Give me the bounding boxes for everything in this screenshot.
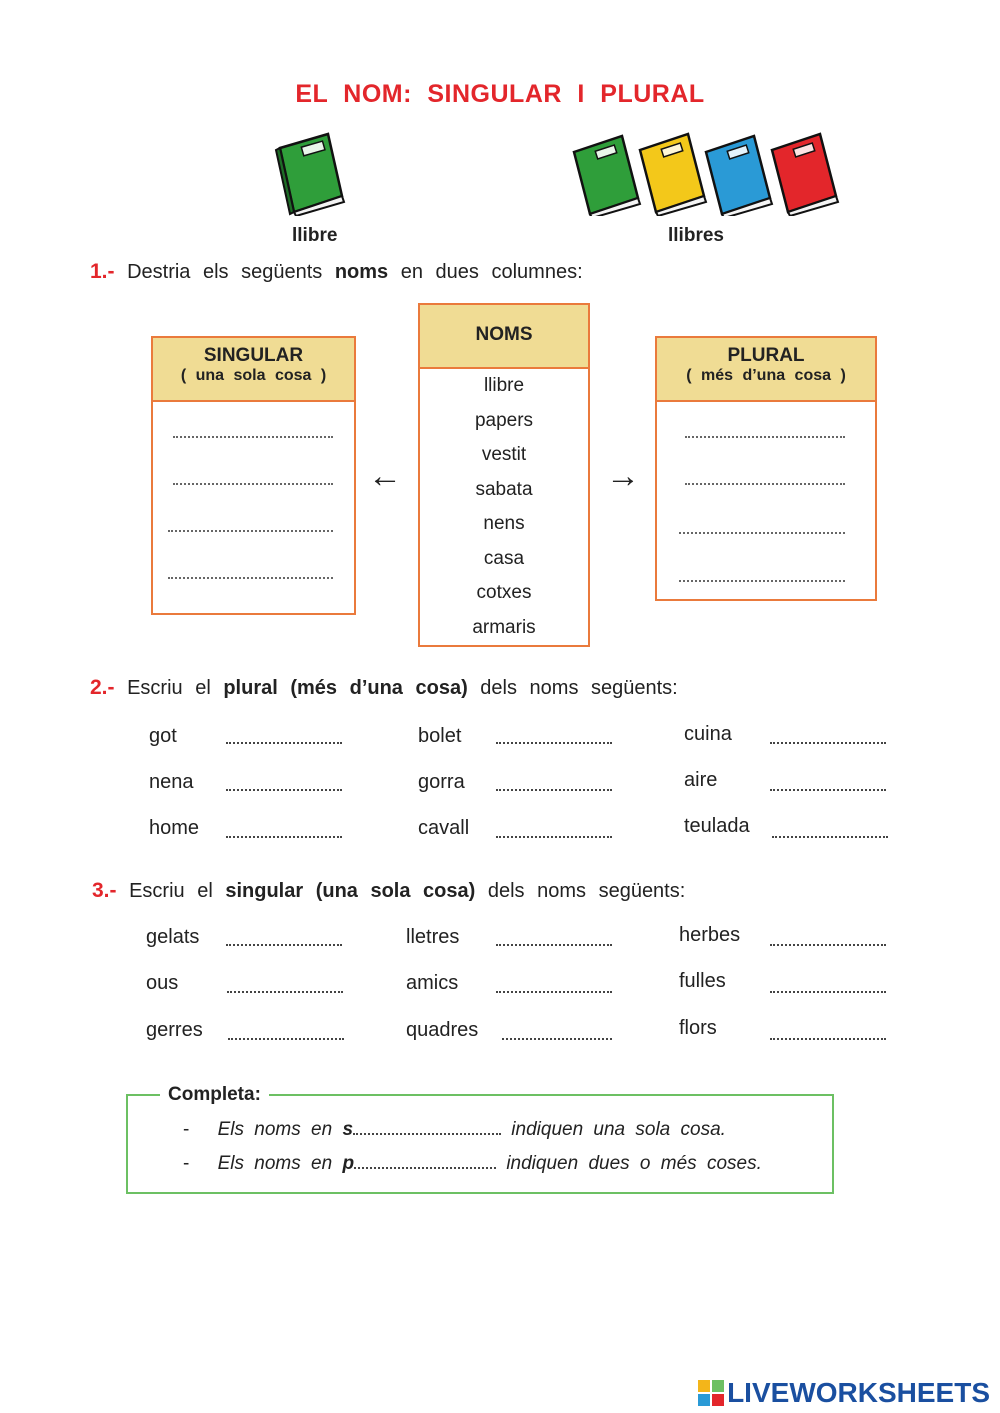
plural-column-header (657, 338, 875, 402)
noms-list-item[interactable]: casa (483, 547, 525, 569)
section-3-number: 3.- (92, 879, 117, 902)
noms-column-header (420, 305, 588, 369)
plural-exercise-blank[interactable] (496, 742, 612, 744)
singular-subtitle: ( una sola cosa ) (180, 367, 327, 384)
completa-box (126, 1094, 834, 1194)
plural-answer-blank[interactable] (679, 532, 845, 534)
completa-line-1-before: Els noms en (217, 1119, 333, 1140)
singular-exercise-word: ous (146, 972, 179, 994)
singular-column-header (153, 338, 354, 402)
noms-list-item[interactable]: cotxes (476, 582, 532, 603)
section-3-text-after: dels noms següents: (487, 880, 686, 902)
singular-exercise-blank[interactable] (770, 991, 886, 993)
plural-exercise-blank[interactable] (770, 789, 886, 791)
yellow-book-icon (640, 134, 706, 216)
singular-exercise-blank[interactable] (770, 1038, 886, 1040)
single-book-illustration (270, 130, 350, 216)
section-2-text-before: Escriu el (127, 677, 211, 699)
section-1-heading (90, 260, 583, 284)
plural-exercise-word: home (149, 817, 200, 839)
plural-exercise-blank[interactable] (770, 742, 886, 744)
plural-exercise-blank[interactable] (226, 836, 342, 838)
noms-list (420, 369, 588, 645)
singular-exercise-blank[interactable] (227, 991, 343, 993)
singular-answer-blank[interactable] (168, 577, 333, 579)
singular-exercise-word: fulles (679, 970, 726, 992)
plural-exercise-word: nena (149, 771, 194, 793)
completa-dash: - (183, 1153, 190, 1174)
plural-exercise-blank[interactable] (772, 836, 888, 838)
completa-line-1-after: indiquen una sola cosa. (511, 1119, 726, 1140)
plural-answer-blank[interactable] (685, 483, 845, 485)
plural-answer-blank[interactable] (679, 580, 845, 582)
singular-exercise-word: flors (679, 1017, 717, 1039)
singular-column-box (151, 336, 356, 615)
singular-answer-blank[interactable] (173, 483, 333, 485)
singular-answer-blank[interactable] (168, 530, 333, 532)
noms-title: NOMS (475, 324, 533, 345)
singular-exercise-blank[interactable] (226, 944, 342, 946)
singular-book-label: llibre (292, 225, 338, 246)
noms-column-box (418, 303, 590, 647)
red-book-icon (772, 134, 838, 216)
singular-exercise-word: gerres (146, 1019, 203, 1041)
section-1-number: 1.- (90, 260, 115, 283)
four-books-illustration (568, 126, 844, 216)
noms-list-item[interactable]: llibre (483, 375, 525, 396)
completa-line-2-after: indiquen dues o més coses. (506, 1153, 762, 1174)
singular-exercise-word: herbes (679, 924, 741, 946)
plural-exercise-word: bolet (418, 725, 462, 747)
singular-exercise-blank[interactable] (770, 944, 886, 946)
singular-exercise-word: amics (406, 972, 459, 994)
section-2-heading (90, 676, 678, 700)
noms-list-item[interactable]: nens (483, 513, 525, 534)
blue-book-icon (706, 136, 772, 216)
plural-answer-blank[interactable] (685, 436, 845, 438)
completa-line-1 (183, 1119, 726, 1141)
section-2-text-after: dels noms següents: (480, 677, 678, 699)
singular-exercise-blank[interactable] (496, 991, 612, 993)
green-book-icon (574, 136, 640, 216)
section-3-text-before: Escriu el (129, 880, 213, 902)
plural-column-box (655, 336, 877, 601)
noms-list-item[interactable]: vestit (481, 444, 527, 465)
section-3-heading (92, 879, 685, 903)
completa-dash: - (183, 1119, 190, 1140)
noms-list-item[interactable]: sabata (475, 478, 533, 500)
completa-line-1-blank[interactable] (353, 1133, 501, 1135)
singular-exercise-word: lletres (406, 926, 460, 948)
noms-list-item[interactable]: armaris (472, 616, 536, 638)
section-3-text-bold: singular (una sola cosa) (225, 880, 476, 902)
plural-title: PLURAL (727, 345, 805, 366)
completa-line-2 (183, 1153, 762, 1175)
plural-exercise-word: got (149, 725, 177, 747)
plural-exercise-word: teulada (684, 815, 750, 837)
section-2-number: 2.- (90, 676, 115, 699)
arrow-right-icon: → (606, 457, 640, 495)
singular-answer-blank[interactable] (173, 436, 333, 438)
liveworksheets-mark-icon (698, 1380, 724, 1406)
plural-subtitle: ( més d’una cosa ) (686, 367, 846, 384)
plural-exercise-blank[interactable] (226, 789, 342, 791)
noms-list-item[interactable]: papers (474, 409, 534, 431)
singular-exercise-blank[interactable] (228, 1038, 344, 1040)
page-title: EL NOM: SINGULAR I PLURAL (295, 80, 705, 108)
section-1-text-before: Destria els següents (127, 261, 323, 283)
plural-exercise-word: cavall (418, 817, 470, 839)
plural-exercise-word: cuina (684, 723, 732, 745)
liveworksheets-logo[interactable] (698, 1376, 990, 1410)
plural-exercise-word: aire (684, 769, 718, 791)
completa-line-2-letter: p (342, 1153, 355, 1174)
section-2-text-bold: plural (més d’una cosa) (223, 677, 468, 699)
singular-exercise-word: gelats (146, 926, 200, 948)
completa-line-2-before: Els noms en (217, 1153, 333, 1174)
plural-exercise-word: gorra (418, 771, 465, 793)
green-book-icon (276, 134, 344, 216)
section-1-text-after: en dues columnes: (400, 261, 583, 283)
singular-exercise-blank[interactable] (502, 1038, 612, 1040)
completa-line-2-blank[interactable] (354, 1167, 496, 1169)
liveworksheets-logo-text: LIVEWORKSHEETS (727, 1377, 990, 1408)
plural-book-label: llibres (668, 225, 724, 246)
plural-exercise-blank[interactable] (496, 836, 612, 838)
plural-exercise-blank[interactable] (496, 789, 612, 791)
section-1-text-bold: noms (334, 261, 389, 283)
plural-exercise-blank[interactable] (226, 742, 342, 744)
completa-title: Completa: (160, 1084, 269, 1106)
singular-exercise-word: quadres (406, 1019, 479, 1041)
singular-exercise-blank[interactable] (496, 944, 612, 946)
completa-line-1-letter: s (342, 1119, 354, 1140)
arrow-left-icon: ← (368, 457, 402, 495)
singular-title: SINGULAR (203, 345, 304, 366)
